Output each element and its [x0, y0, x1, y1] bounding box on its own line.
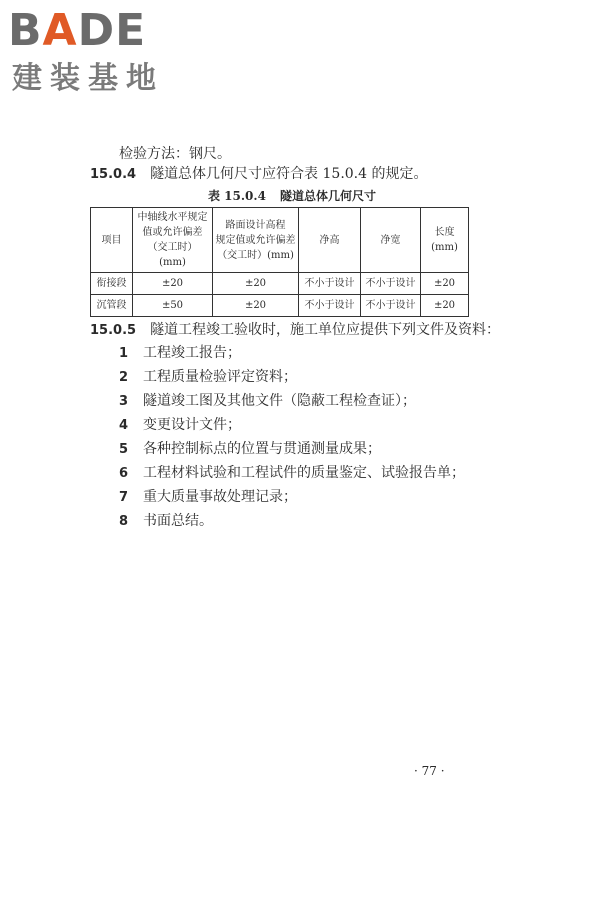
table-caption — [208, 187, 376, 204]
bade-logo — [8, 5, 178, 98]
header-clear-height: 净高 — [299, 208, 361, 273]
list-item-number: 2 — [119, 370, 129, 385]
cell-elevation: ±20 — [213, 295, 299, 317]
cell-clear-height: 不小于设计 — [299, 295, 361, 317]
header-elevation-deviation: 路面设计高程 规定值或允许偏差 （交工时）(mm) — [213, 208, 299, 273]
list-item — [119, 440, 381, 459]
list-item-number: 1 — [119, 346, 129, 361]
inspection-method: 检验方法：钢尺。 — [119, 146, 231, 162]
list-item-text: 隧道竣工图及其他文件（隐蔽工程检查证）； — [143, 393, 416, 409]
logo-letter-a-accent: A — [42, 5, 78, 56]
clause-text: 隧道工程竣工验收时，施工单位应提供下列文件及资料： — [150, 322, 501, 338]
list-item — [119, 464, 465, 483]
list-item-number: 3 — [119, 394, 129, 409]
list-item-number: 4 — [119, 418, 129, 433]
geometry-table — [90, 207, 469, 317]
cell-axis: ±50 — [133, 295, 213, 317]
cell-length: ±20 — [421, 273, 469, 295]
cell-clear-height: 不小于设计 — [299, 273, 361, 295]
cell-axis: ±20 — [133, 273, 213, 295]
list-item-text: 书面总结。 — [143, 513, 213, 529]
list-item — [119, 344, 241, 363]
logo-wordmark — [8, 5, 147, 56]
list-item — [119, 416, 241, 435]
clause-number: 15.0.4 — [90, 167, 137, 182]
list-item — [119, 512, 213, 531]
header-item: 项目 — [91, 208, 133, 273]
header-axis-deviation: 中轴线水平规定 值或允许偏差 （交工时）(mm) — [133, 208, 213, 273]
list-item — [119, 392, 416, 411]
header-clear-width: 净宽 — [361, 208, 421, 273]
cell-item: 衔接段 — [91, 273, 133, 295]
table-caption-number: 表 15.0.4 — [208, 189, 266, 203]
list-item — [119, 488, 297, 507]
list-item-text: 各种控制标点的位置与贯通测量成果； — [143, 441, 381, 457]
table-caption-title: 隧道总体几何尺寸 — [279, 189, 376, 203]
list-item-number: 7 — [119, 490, 129, 505]
clause-15-0-4 — [90, 165, 428, 184]
list-item-number: 6 — [119, 466, 129, 481]
cell-clear-width: 不小于设计 — [361, 295, 421, 317]
clause-number: 15.0.5 — [90, 323, 137, 338]
clause-text: 隧道总体几何尺寸应符合表 15.0.4 的规定。 — [150, 166, 428, 182]
list-item-number: 5 — [119, 442, 129, 457]
page-number: · 77 · — [414, 764, 445, 778]
list-item — [119, 368, 297, 387]
table-header-row — [91, 208, 469, 273]
list-item-text: 工程竣工报告； — [143, 345, 241, 361]
cell-clear-width: 不小于设计 — [361, 273, 421, 295]
cell-elevation: ±20 — [213, 273, 299, 295]
list-item-text: 工程材料试验和工程试件的质量鉴定、试验报告单； — [143, 465, 465, 481]
clause-15-0-5 — [90, 321, 500, 340]
list-item-text: 重大质量事故处理记录； — [143, 489, 297, 505]
logo-letters-de: DE — [77, 5, 147, 56]
cell-item: 沉管段 — [91, 295, 133, 317]
table-row — [91, 295, 469, 317]
table-row — [91, 273, 469, 295]
list-item-text: 变更设计文件； — [143, 417, 241, 433]
cell-length: ±20 — [421, 295, 469, 317]
header-length: 长度 (mm) — [421, 208, 469, 273]
logo-letter-b: B — [8, 5, 43, 56]
logo-chinese-text: 建装基地 — [12, 61, 164, 96]
list-item-text: 工程质量检验评定资料； — [143, 369, 297, 385]
list-item-number: 8 — [119, 514, 129, 529]
